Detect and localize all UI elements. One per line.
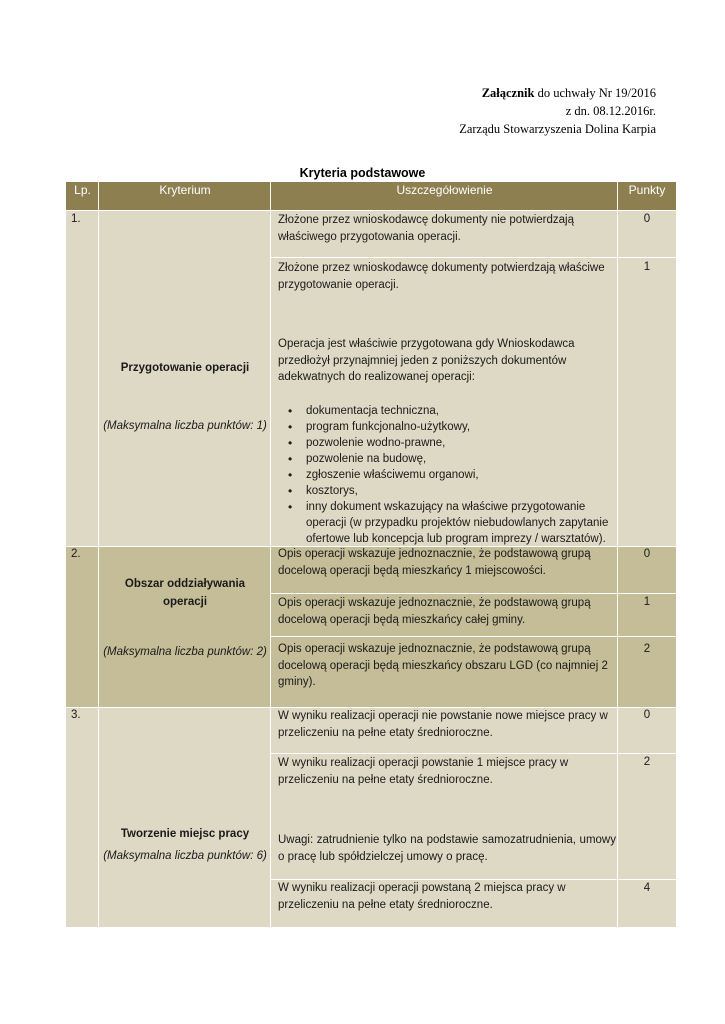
row-3-detail-1: W wyniku realizacji operacji nie powstanie nowe miejsce pracy w przeliczeniu na pełne etaty średnioroczne.: [278, 710, 608, 739]
row-2-detail-2: Opis operacji wskazuje jednoznacznie, że podstawową grupą docelową operacji będą mieszkańcy całej gminy.: [278, 597, 591, 626]
row-3-points-2: 2: [643, 756, 651, 768]
row-2-detail-3: Opis operacji wskazuje jednoznacznie, że podstawową grupą docelową operacji będą mieszkańcy obszaru LGD (co najmniej 2 gminy).: [278, 643, 608, 688]
row-2-number: 2.: [71, 548, 81, 560]
list-item: • kosztorys,: [278, 483, 618, 499]
list-item: • zgłoszenie właściwemu organowi,: [278, 467, 618, 483]
criterion-name: Tworzenie miejsc pracy: [120, 828, 250, 840]
date-line: z dn. 08.12.2016r.: [565, 104, 656, 118]
criterion-name: Przygotowanie operacji: [120, 362, 250, 374]
criterion-max-points: (Maksymalna liczba punktów: 2): [103, 646, 267, 658]
row-3-points-3: 4: [643, 882, 651, 894]
row-3-detail-3: W wyniku realizacji operacji powstaną 2 miejsca pracy w przeliczeniu na pełne etaty średnioroczne.: [278, 882, 566, 911]
row-3-note: Uwagi: zatrudnienie tylko na podstawie samozatrudnienia, umowy o pracę lub spółdzielczej umowy o pracę.: [278, 834, 616, 863]
row-1-points-2: 1: [643, 261, 651, 273]
list-item: • inny dokument wskazujący na właściwe przygotowanie operacji (w przypadku projektów niebudowlanych zapytanie ofertowe lub koncepcja lub program imprezy / warsztatów).: [278, 499, 618, 547]
row-1-note: Operacja jest właściwie przygotowana gdy Wnioskodawca przedłożył przynajmniej jeden z poniższych dokumentów adekwatnych do realizowanej operacji:: [278, 338, 575, 383]
row-3-points-1: 0: [643, 709, 651, 721]
column-header-points: Punkty: [618, 182, 676, 210]
board-line: Zarządu Stowarzyszenia Dolina Karpia: [459, 122, 656, 136]
row-1-detail-2: Złożone przez wnioskodawcę dokumenty potwierdzają właściwe przygotowanie operacji.: [278, 262, 605, 291]
row-2-points-2: 1: [643, 596, 651, 608]
resolution-ref: do uchwały Nr 19/2016: [534, 86, 656, 100]
row-1-detail-1: Złożone przez wnioskodawcę dokumenty nie potwierdzają właściwego przygotowania operacji.: [278, 214, 574, 243]
list-item: • pozwolenie wodno-prawne,: [278, 435, 618, 451]
row-3-number: 3.: [71, 709, 81, 721]
document-list: [278, 403, 618, 547]
row-2-criterion: [99, 575, 271, 661]
row-3-criterion: [99, 825, 271, 865]
column-header-lp: Lp.: [66, 182, 99, 210]
row-2-points-1: 0: [643, 548, 651, 560]
row-2-detail-1: Opis operacji wskazuje jednoznacznie, że podstawową grupą docelową operacji będą mieszkańcy 1 miejscowości.: [278, 548, 591, 577]
document-title: Kryteria podstawowe: [299, 166, 426, 180]
row-1-points-1: 0: [643, 213, 651, 225]
criterion-max-points: (Maksymalna liczba punktów: 6): [103, 850, 267, 862]
criterion-name: Obszar oddziaływania operacji: [124, 578, 246, 608]
column-header-criterion: Kryterium: [99, 182, 271, 210]
row-3-detail-2: W wyniku realizacji operacji powstanie 1 miejsce pracy w przeliczeniu na pełne etaty średnioroczne.: [278, 757, 569, 786]
criterion-max-points: (Maksymalna liczba punktów: 1): [103, 420, 267, 432]
list-item: • program funkcjonalno-użytkowy,: [278, 419, 618, 435]
attachment-header: [459, 84, 656, 138]
row-1-criterion: [99, 359, 271, 435]
list-item: • pozwolenie na budowę,: [278, 451, 618, 467]
list-item: • dokumentacja techniczna,: [278, 403, 618, 419]
attachment-label: Załącznik: [481, 86, 535, 100]
column-header-details: Uszczegółowienie: [271, 182, 618, 210]
row-2-points-3: 2: [643, 643, 651, 655]
attachment-line: [459, 84, 656, 102]
row-1-number: 1.: [71, 213, 81, 225]
